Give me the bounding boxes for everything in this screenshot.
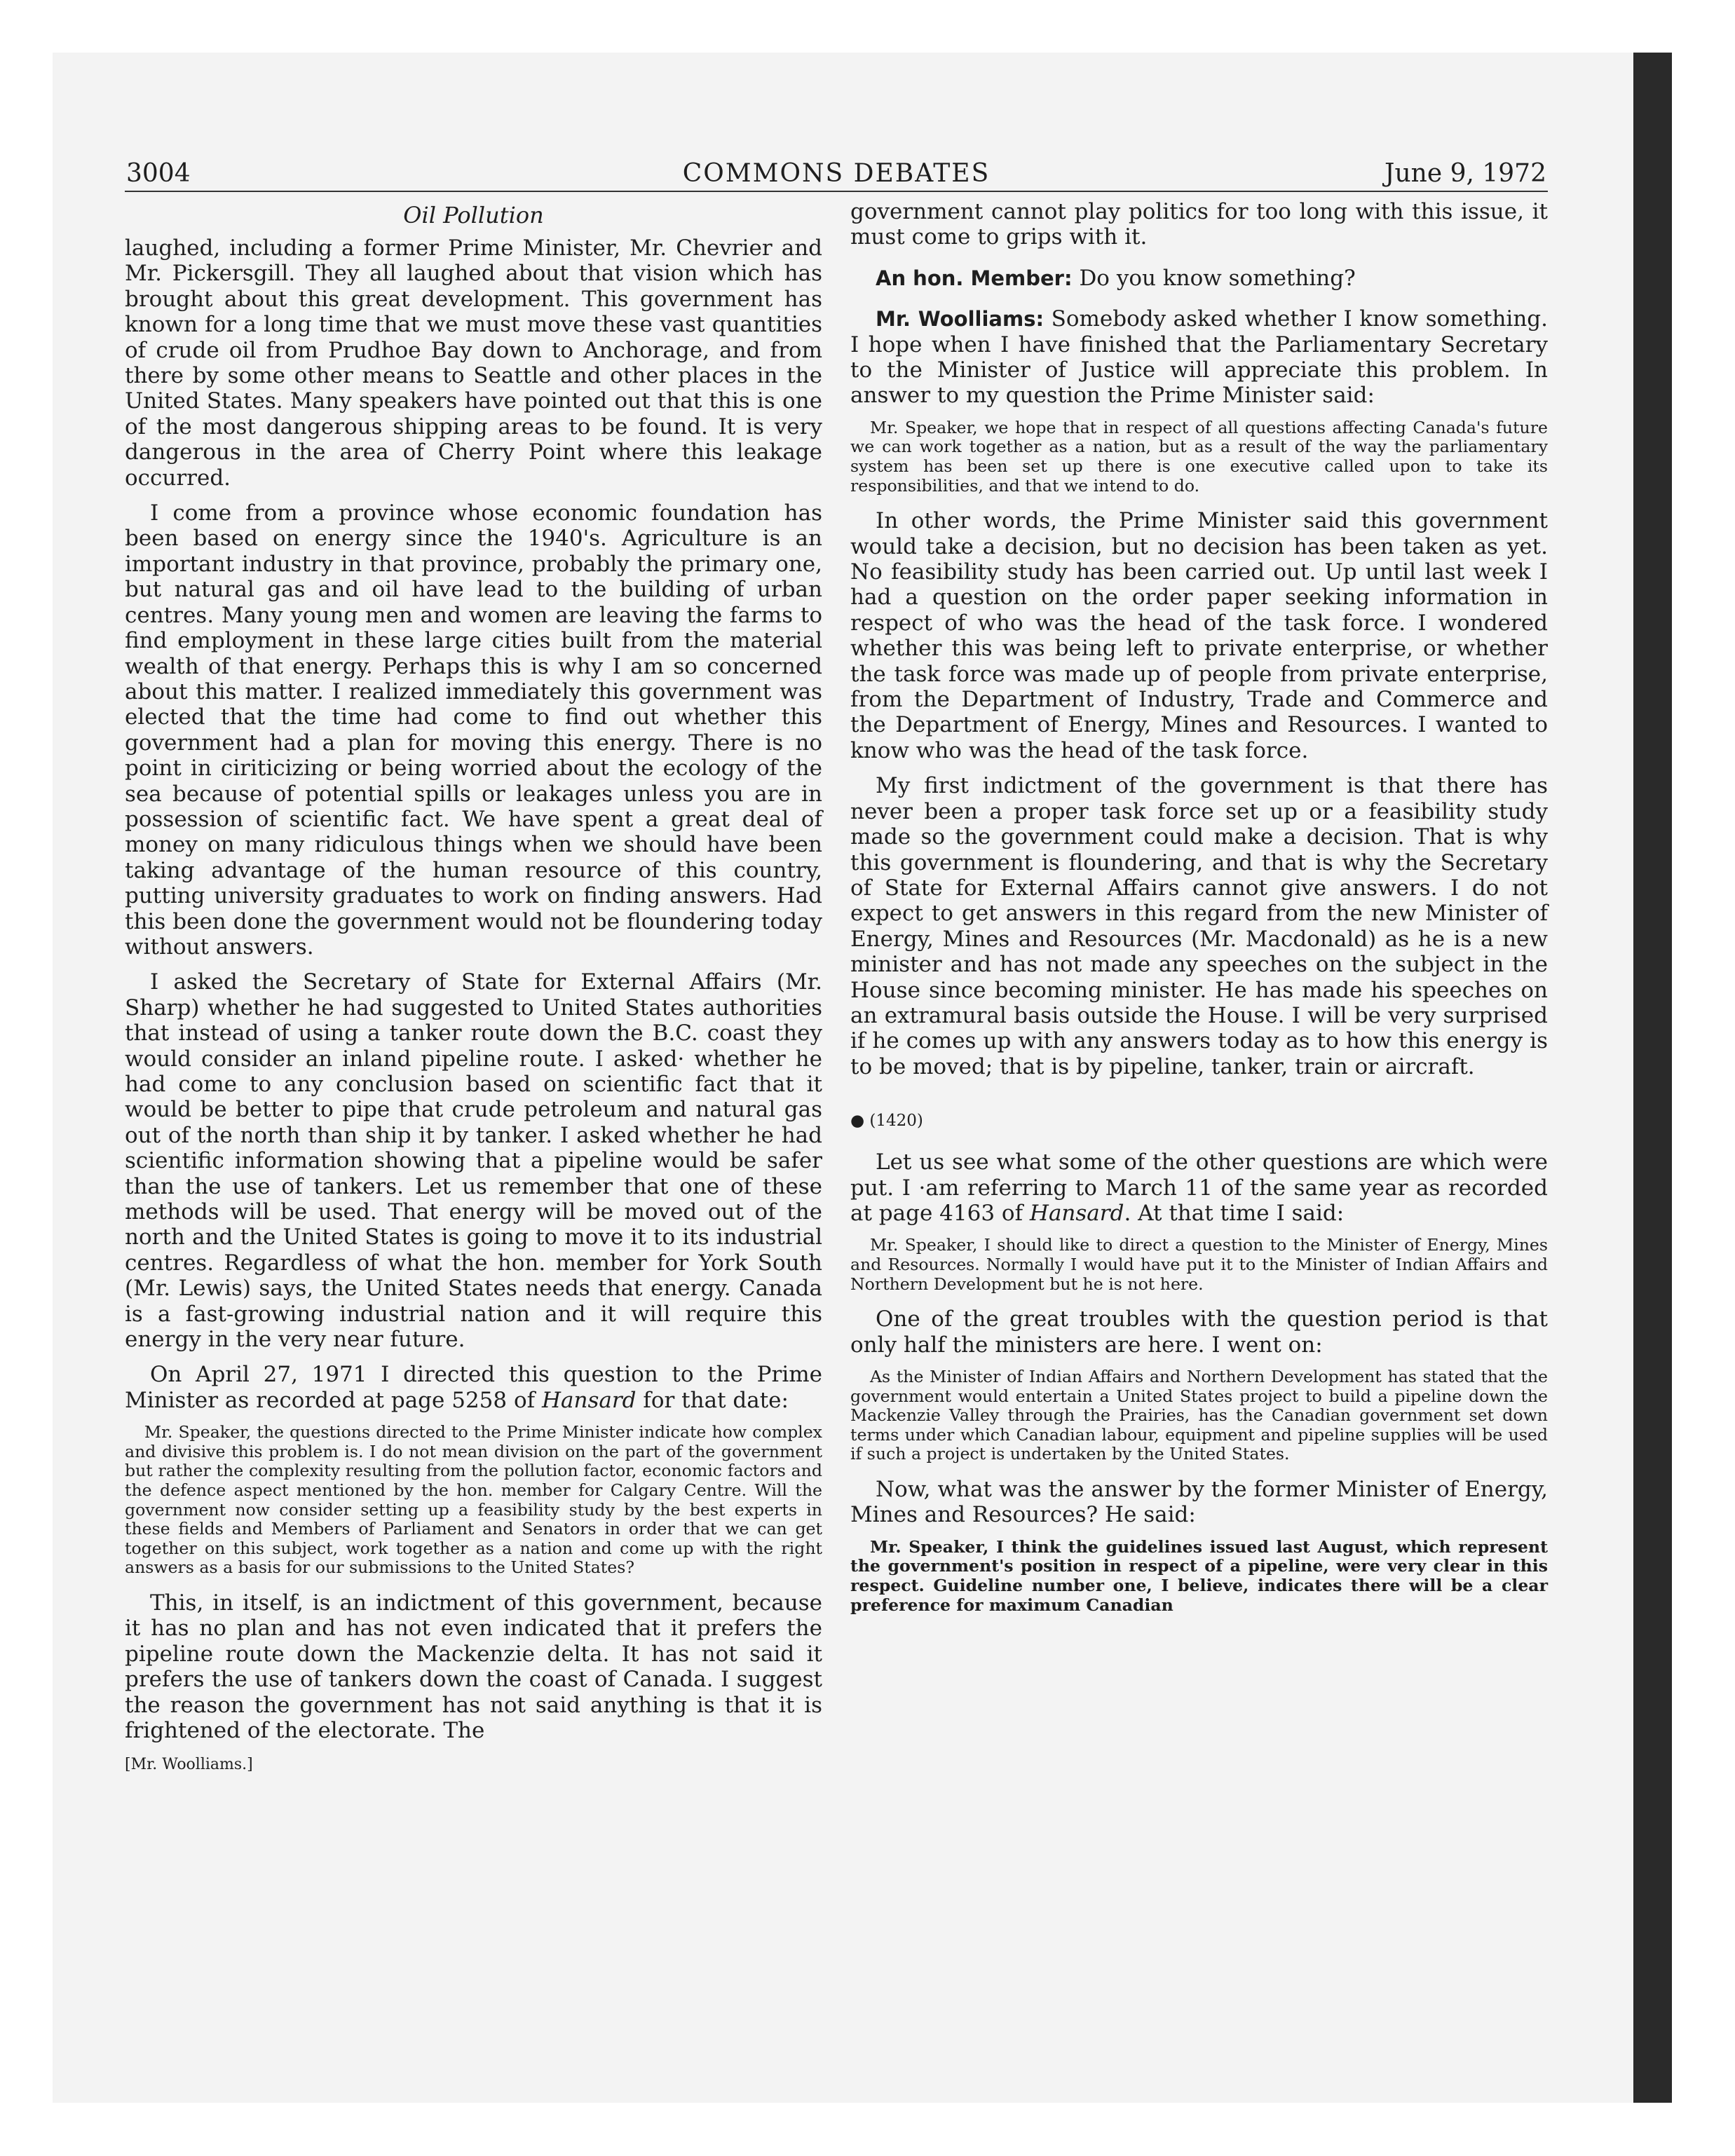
quoted-passage: Mr. Speaker, I should like to direct a question to the Minister of Energy, Mines and Resources. Normally I would have put it to the Minister of Indian Affairs and Northern Development but he is not here. [850,1235,1548,1294]
quoted-passage: As the Minister of Indian Affairs and Northern Development has stated that the government would entertain a United States project to build a pipeline down the Mackenzie Valley through the Prairies, has the Canadian government set down terms under which Canadian labour, equipment and pipeline supplies will be used if such a project is undertaken by the United States. [850,1366,1548,1464]
speaker-turn [850,266,1548,291]
paragraph-text: On April 27, 1971 I directed this question to the Prime Minister as recorded at page 5258 of [125,1362,822,1413]
speaker-attribution: [Mr. Woolliams.] [125,1756,253,1774]
paragraph: I asked the Secretary of State for External Affairs (Mr. Sharp) whether he had suggested to United States authorities that instead of using a tanker route down the B.C. coast they would consider an inland pipeline route. I asked· whether he had come to any conclusion based on scientific fact that it would be better to pipe that crude petroleum and natural gas out of the north than ship it by tanker. I asked whether he had scientific information showing that a pipeline would be safer than the use of tankers. Let us remember that one of these methods will be used. That energy will be moved out of the north and the United States is going to move it to its industrial centres. Regardless of what the hon. member for York South (Mr. Lewis) says, the United States needs that energy. Canada is a fast-growing industrial nation and it will require this energy in the very near future. [125,969,822,1353]
hansard-reference: Hansard [1029,1200,1124,1226]
paragraph-text: . At that time I said: [1124,1200,1345,1226]
speaker-turn [850,306,1548,409]
paragraph: Now, what was the answer by the former Minister of Energy, Mines and Resources? He said: [850,1476,1548,1528]
paragraph: In other words, the Prime Minister said this government would take a decision, but no decision has been taken as yet. No feasibility study has been carried out. Up until last week I had a question on the order paper seeking information in respect of who was the head of the task force. I wondered whether this was being left to private enterprise, or whether the task force was made up of people from private enterprise, from the Department of Industry, Trade and Commerce and the Department of Energy, Mines and Resources. I wanted to know who was the head of the task force. [850,508,1548,763]
page-number: 3004 [126,159,191,188]
speech-text: Somebody asked whether I know something. I hope when I have finished that the Parliamentary Secretary to the Minister of Justice will appreciate this problem. In answer to my question the Prime Minister said: [850,306,1549,409]
left-column [125,199,822,1773]
right-column [850,199,1548,1773]
paragraph: I come from a province whose economic foundation has been based on energy since the 1940's. Agriculture is an important industry in that province, probably the primary one, but natural gas and oil have lead to the building of urban centres. Many young men and women are leaving the farms to find employment in these large cities built from the material wealth of that energy. Perhaps this is why I am so concerned about this matter. I realized immediately this government was elected that the time had come to find out whether this government had a plan for moving this energy. There is no point in ciriticizing or being worried about the ecology of the sea because of potential spills or leakages unless you are in possession of scientific fact. We have spent a great deal of money on many ridiculous things when we should have been taking advantage of the human resource of this country, putting university graduates to work on finding answers. Had this been done the government would not be floundering today without answers. [125,500,822,960]
speech-text: Do you know something? [1072,265,1356,291]
paragraph: This, in itself, is an indictment of this government, because it has no plan and has not even indicated that it prefers the pipeline route down the Mackenzie delta. It has not said it prefers the use of tankers down the coast of Canada. I suggest the reason the government has not said anything is that it is frightened of the electorate. The [125,1590,822,1744]
quoted-passage: Mr. Speaker, I think the guidelines issued last August, which represent the government's position in respect of a pipeline, were very clear in this respect. Guideline number one, I believe, indicates there will be a clear preference for maximum Canadian [850,1536,1548,1615]
paragraph: My first indictment of the government is that there has never been a proper task force set up or a feasibility study made so the government could make a decision. That is why this government is floundering, and that is why the Secretary of State for External Affairs cannot give answers. I do not expect to get answers in this regard from the new Minister of Energy, Mines and Resources (Mr. Macdonald) as he is a new minister and has not made any speeches on the subject in the House since becoming minister. He has made his speeches on an extramural basis outside the House. I will be very surprised if he comes up with any answers today as to how this energy is to be moved; that is by pipeline, tanker, train or aircraft. [850,773,1548,1079]
running-header [125,154,1548,192]
time-marker: ● (1420) [850,1112,923,1131]
quoted-passage: Mr. Speaker, the questions directed to the Prime Minister indicate how complex and divisive this problem is. I do not mean division on the part of the government but rather the complexity resulting from the pollution factor, economic factors and the defence aspect mentioned by the hon. member for Calgary Centre. Will the government now consider setting up a feasibility study by the best experts in these fields and Members of Parliament and Senators in order that we can get together on this subject, work together as a nation and come up with the right answers as a basis for our submissions to the United States? [125,1422,822,1578]
paragraph [850,1149,1548,1226]
paragraph: government cannot play politics for too long with this issue, it must come to grips with it. [850,199,1548,250]
paragraph-text: Let us see what some of the other questions are which were put. I ·am referring to March 11 of the same year as recorded at page 4163 of [850,1149,1548,1226]
header-date: June 9, 1972 [1384,159,1546,188]
paragraph [125,1362,822,1413]
two-column-body [125,199,1548,1773]
speaker-name: Mr. Woolliams: [876,307,1045,332]
quoted-passage: Mr. Speaker, we hope that in respect of all questions affecting Canada's future we can work together as a nation, but as a result of the way the parliamentary system has been set up there is one executive called upon to take its responsibilities, and that we intend to do. [850,417,1548,496]
subject-heading: Oil Pollution [403,202,544,228]
document-page [125,154,1548,1773]
paragraph: One of the great troubles with the question period is that only half the ministers are here. I went on: [850,1306,1548,1358]
speaker-name: An hon. Member: [876,266,1073,290]
paragraph: laughed, including a former Prime Minister, Mr. Chevrier and Mr. Pickersgill. They all laughed about that vision which has brought about this great development. This government has known for a long time that we must move these vast quantities of crude oil from Prudhoe Bay down to Anchorage, and from there by some other means to Seattle and other places in the United States. Many speakers have pointed out that this is one of the most dangerous shipping areas to be found. It is very dangerous in the area of Cherry Point where this leakage occurred. [125,236,822,491]
scan-binding-edge [1633,53,1672,2103]
hansard-reference: Hansard [541,1387,637,1413]
paragraph-text: for that date: [636,1387,789,1413]
publication-title: COMMONS DEBATES [682,159,991,188]
